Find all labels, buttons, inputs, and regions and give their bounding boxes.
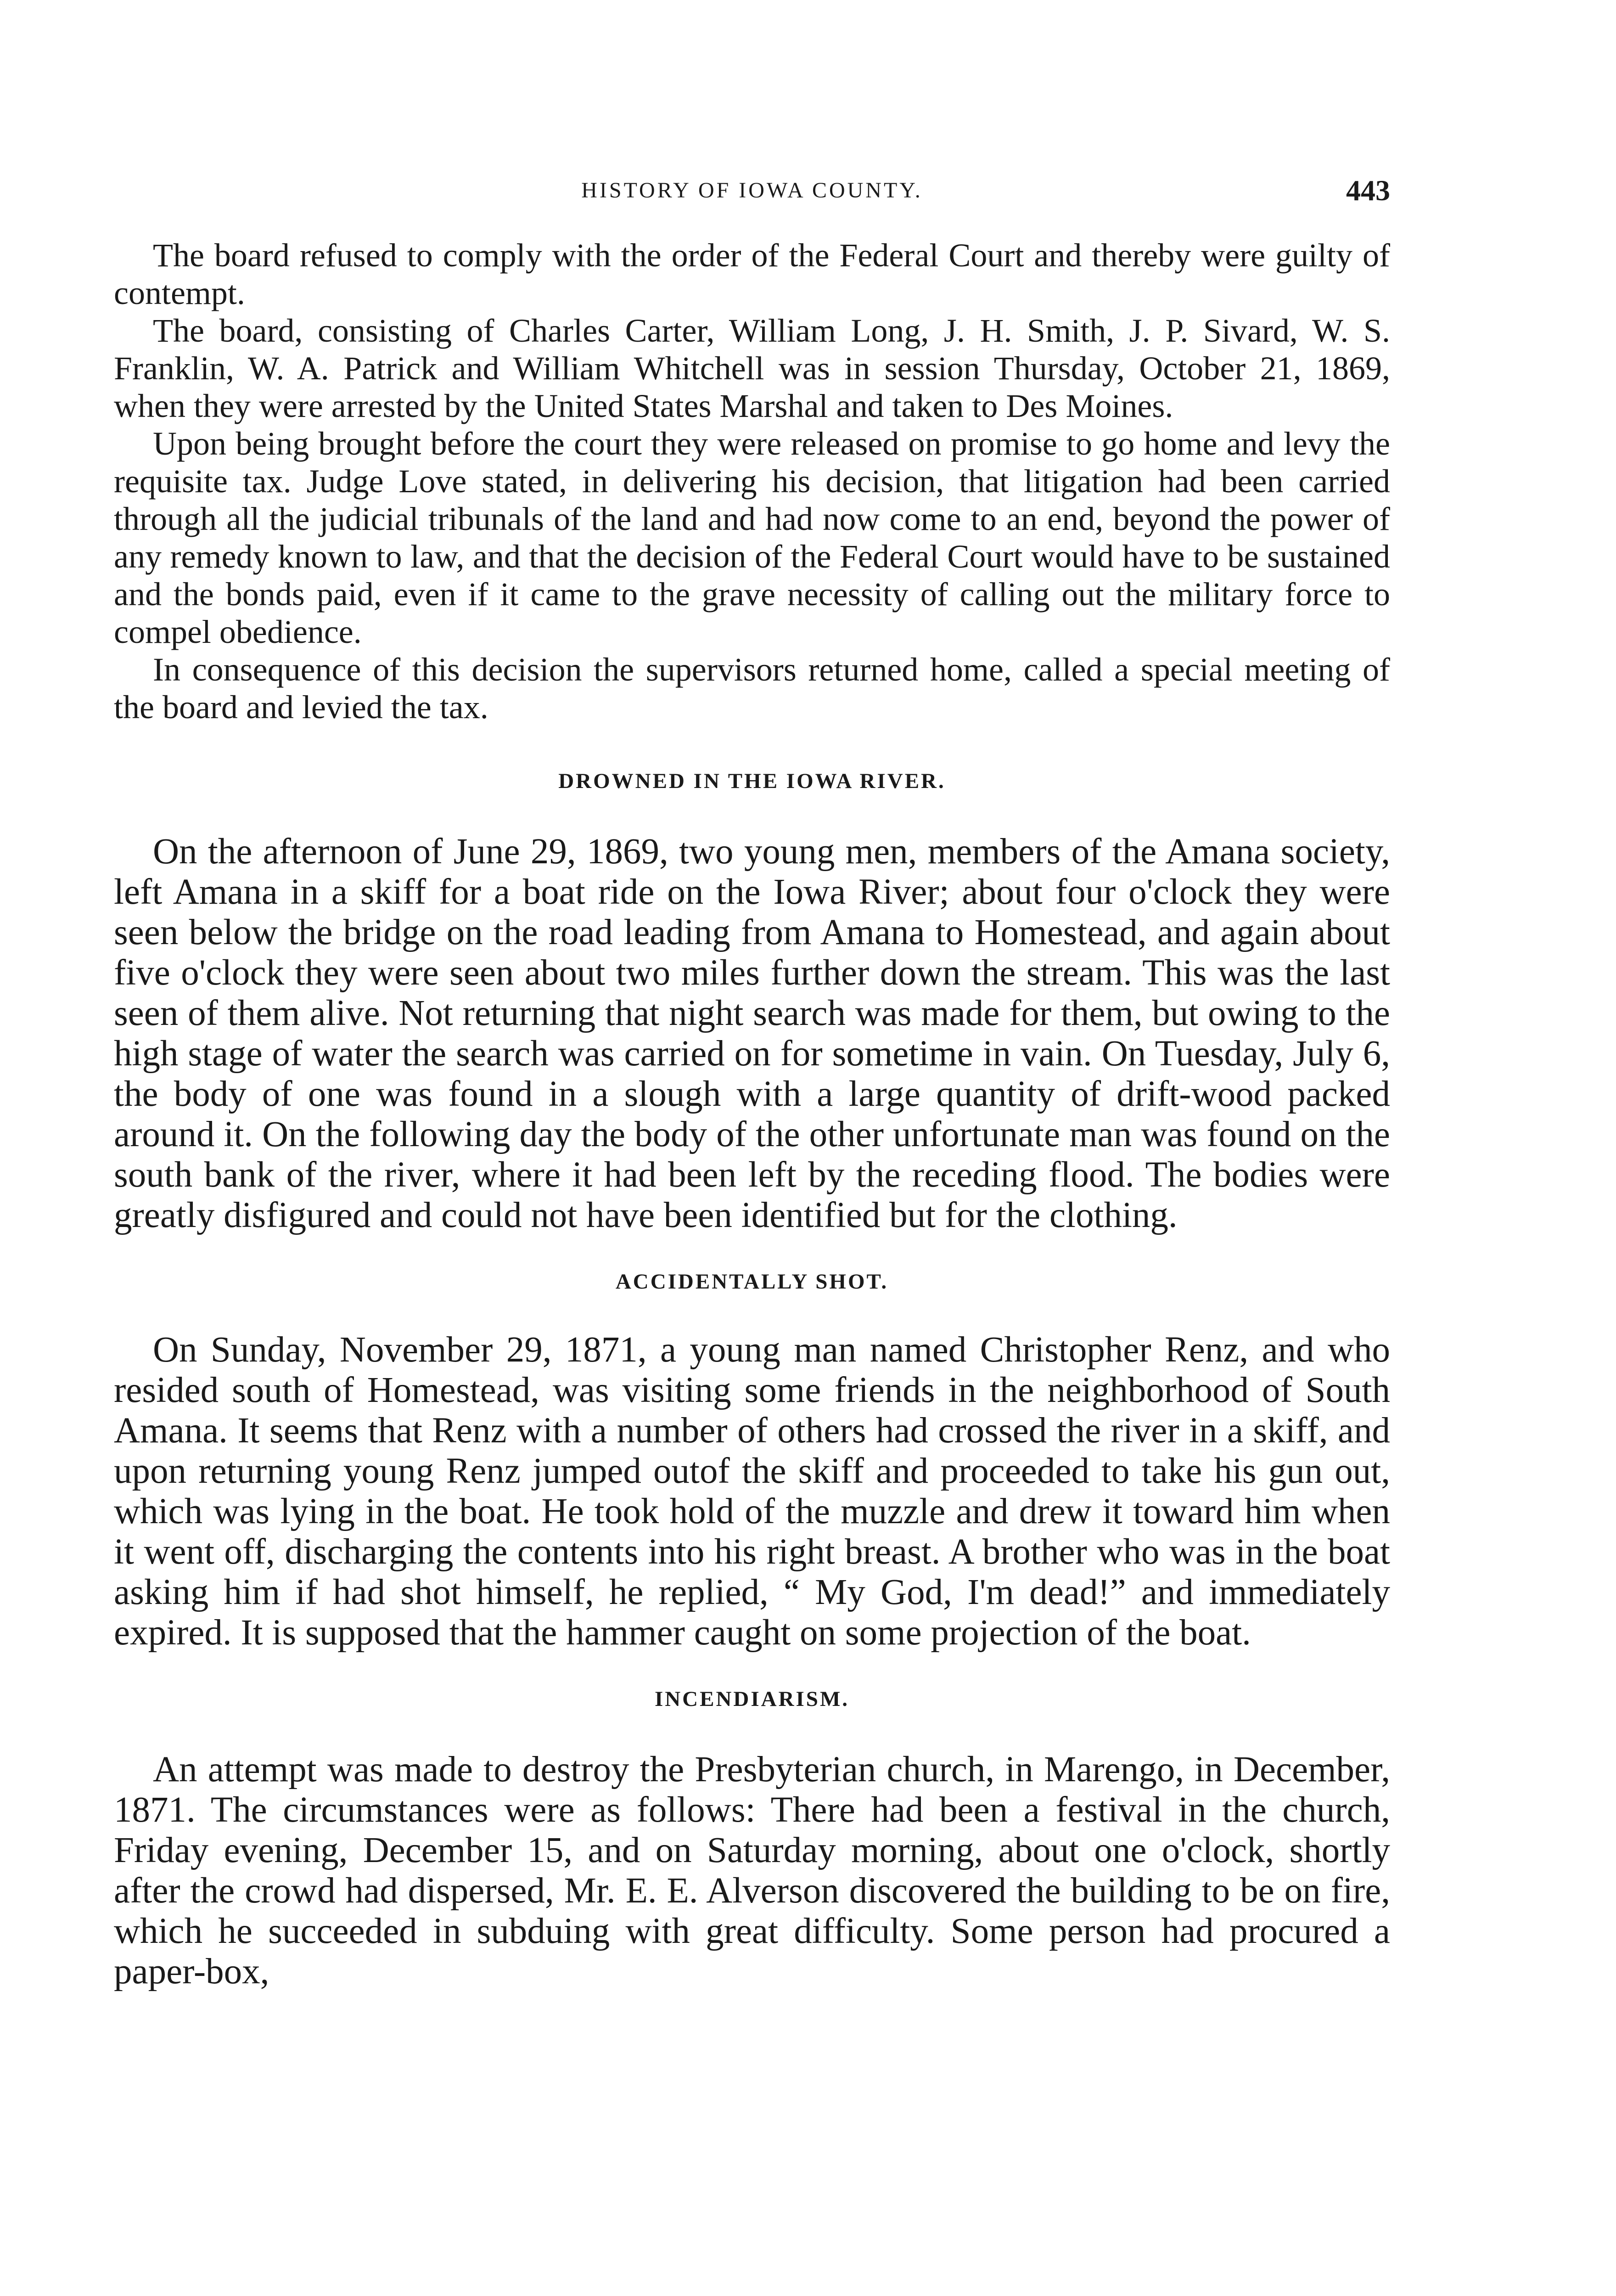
paragraph-court-decision: Upon being brought before the court they were released on promise to go home and levy the requisite tax. Judge Love stated, in delivering his decision, that litigation had been carried through all the judicial tribunals of the land and had now come to an end, beyond the power of any remedy known to law, and that the decision of the Federal Court would have to be sustained and the bonds paid, even if it came to the grave necessity of calling out the military force to compel obedience.	[114, 425, 1390, 650]
page-header	[114, 172, 1390, 214]
page-body	[114, 236, 1390, 1992]
section-heading-shot: ACCIDENTALLY SHOT.	[615, 1270, 889, 1294]
section-body-incendiarism: An attempt was made to destroy the Presbyterian church, in Marengo, in December, 1871. The circumstances were as follows: There had been a festival in the church, Friday evening, December 15, and on Saturday morning, about one o'clock, shortly after the crowd had dispersed, Mr. E. E. Alverson discovered the building to be on fire, which he succeeded in subduing with great difficulty. Some person had procured a paper-box,	[114, 1750, 1390, 1992]
section-body-shot: On Sunday, November 29, 1871, a young man named Christopher Renz, and who resided south of Homestead, was visiting some friends in the neighborhood of South Amana. It seems that Renz with a number of others had crossed the river in a skiff, and upon returning young Renz jumped outof the skiff and proceeded to take his gun out, which was lying in the boat. He took hold of the muzzle and drew it toward him when it went off, discharging the contents into his right breast. A brother who was in the boat asking him if had shot himself, he replied, “ My God, I'm dead!” and immediately expired. It is supposed that the hammer caught on some projection of the boat.	[114, 1330, 1390, 1653]
page-number: 443	[1346, 174, 1390, 207]
section-heading-drowned: DROWNED IN THE IOWA RIVER.	[558, 769, 946, 793]
paragraph-tax-levied: In consequence of this decision the supervisors returned home, called a special meeting of the board and levied the tax.	[114, 651, 1390, 726]
paragraph-contempt: The board refused to comply with the order of the Federal Court and thereby were guilty of contempt.	[114, 237, 1390, 311]
section-body-drowned: On the afternoon of June 29, 1869, two young men, members of the Amana society, left Amana in a skiff for a boat ride on the Iowa River; about four o'clock they were seen below the bridge on the road leading from Amana to Homestead, and again about five o'clock they were seen about two miles further down the stream. This was the last seen of them alive. Not returning that night search was made for them, but owing to the high stage of water the search was carried on for sometime in vain. On Tuesday, July 6, the body of one was found in a slough with a large quantity of drift-wood packed around it. On the following day the body of the other unfortunate man was found on the south bank of the river, where it had been left by the receding flood. The bodies were greatly disfigured and could not have been identified but for the clothing.	[114, 832, 1390, 1235]
section-heading-incendiarism: INCENDIARISM.	[654, 1687, 850, 1711]
running-title: HISTORY OF IOWA COUNTY.	[581, 178, 923, 203]
paragraph-arrest: The board, consisting of Charles Carter, William Long, J. H. Smith, J. P. Sivard, W. S. Franklin, W. A. Patrick and William Whitchell was in session Thursday, October 21, 1869, when they were arrested by the United States Marshal and taken to Des Moines.	[114, 312, 1390, 424]
